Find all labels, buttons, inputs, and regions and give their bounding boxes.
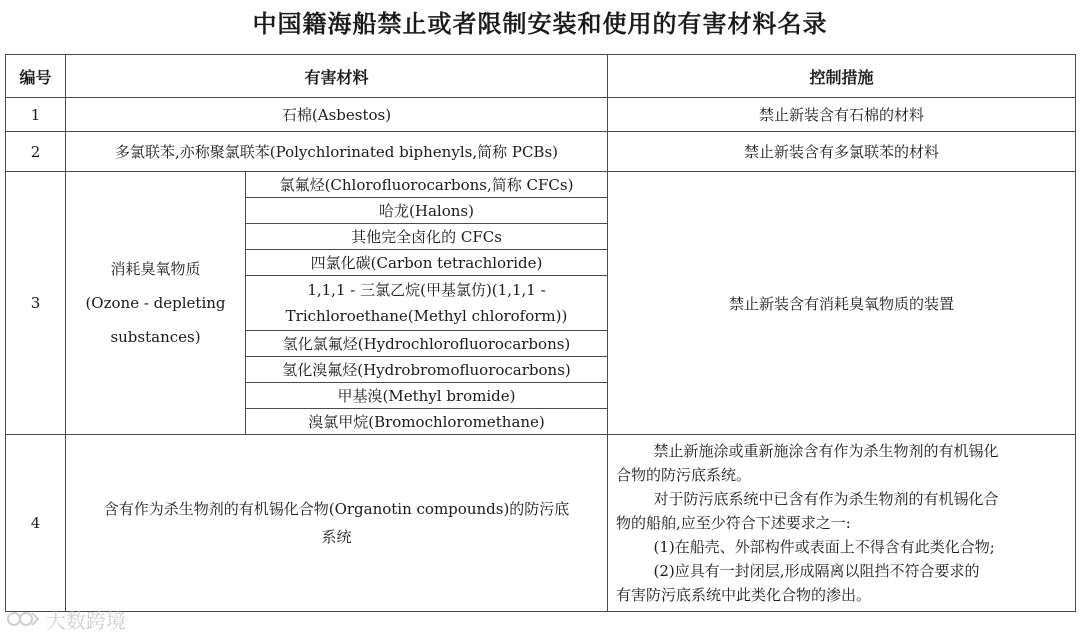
measure-line: 禁止新施涂或重新施涂含有作为杀生物剂的有机锡化 (653, 442, 999, 460)
watermark (6, 604, 126, 634)
category-line: substances) (110, 328, 201, 346)
substance-cell: 哈龙(Halons) (246, 198, 608, 224)
row-no: 3 (6, 172, 66, 435)
row-measure: 禁止新装含有石棉的材料 (608, 98, 1076, 132)
category-line: (Ozone - depleting (85, 294, 226, 312)
page-title: 中国籍海船禁止或者限制安装和使用的有害材料名录 (252, 9, 828, 38)
measure-line: (2)应具有一封闭层,形成隔离以阻挡不符合要求的 (653, 562, 980, 580)
substance-cell (246, 276, 608, 331)
row-material: 石棉(Asbestos) (66, 98, 608, 132)
watermark-text: 大数跨境 (46, 608, 126, 633)
substance-cell: 甲基溴(Methyl bromide) (246, 383, 608, 409)
materials-table-wrapper (5, 54, 1076, 612)
table-row-organotin (6, 435, 1076, 612)
measure-line: 物的船舶,应至少符合下述要求之一: (616, 514, 851, 532)
hazardous-materials-table (5, 54, 1076, 612)
substance-cell: 氢化氯氟烃(Hydrochlorofluorocarbons) (246, 331, 608, 357)
table-row (6, 132, 1076, 172)
table-row (6, 98, 1076, 132)
substance-cell: 氢化溴氟烃(Hydrobromofluorocarbons) (246, 357, 608, 383)
measure-line: 对于防污底系统中已含有作为杀生物剂的有机锡化合 (653, 490, 999, 508)
table-row-ozone (6, 172, 1076, 198)
row-no: 4 (6, 435, 66, 612)
header-material: 有害材料 (66, 55, 608, 98)
substance-cell: 溴氯甲烷(Bromochloromethane) (246, 409, 608, 435)
substance-line: Trichloroethane(Methyl chloroform)) (285, 307, 568, 325)
header-measure: 控制措施 (608, 55, 1076, 98)
watermark-logo-icon (6, 608, 40, 630)
substance-line: 1,1,1 - 三氯乙烷(甲基氯仿)(1,1,1 - (307, 281, 546, 299)
substance-cell: 四氯化碳(Carbon tetrachloride) (246, 250, 608, 276)
material-line: 系统 (321, 528, 352, 546)
measure-line: 有害防污底系统中此类化合物的渗出。 (616, 586, 872, 604)
measure-line: (1)在船壳、外部构件或表面上不得含有此类化合物; (653, 538, 995, 556)
ozone-category (66, 172, 246, 435)
row-no: 2 (6, 132, 66, 172)
substance-cell: 氯氟烃(Chlorofluorocarbons,简称 CFCs) (246, 172, 608, 198)
material-line: 含有作为杀生物剂的有机锡化合物(Organotin compounds)的防污底 (103, 500, 570, 518)
row-measure: 禁止新装含有消耗臭氧物质的装置 (608, 172, 1076, 435)
header-no: 编号 (6, 55, 66, 98)
table-header-row (6, 55, 1076, 98)
substance-cell: 其他完全卤化的 CFCs (246, 224, 608, 250)
row-material: 多氯联苯,亦称聚氯联苯(Polychlorinated biphenyls,简称 PCBs) (66, 132, 608, 172)
row-measure: 禁止新装含有多氯联苯的材料 (608, 132, 1076, 172)
category-line: 消耗臭氧物质 (110, 260, 201, 278)
measure-line: 合物的防污底系统。 (616, 466, 752, 484)
row-material (66, 435, 608, 612)
row-measure (608, 435, 1076, 612)
row-no: 1 (6, 98, 66, 132)
